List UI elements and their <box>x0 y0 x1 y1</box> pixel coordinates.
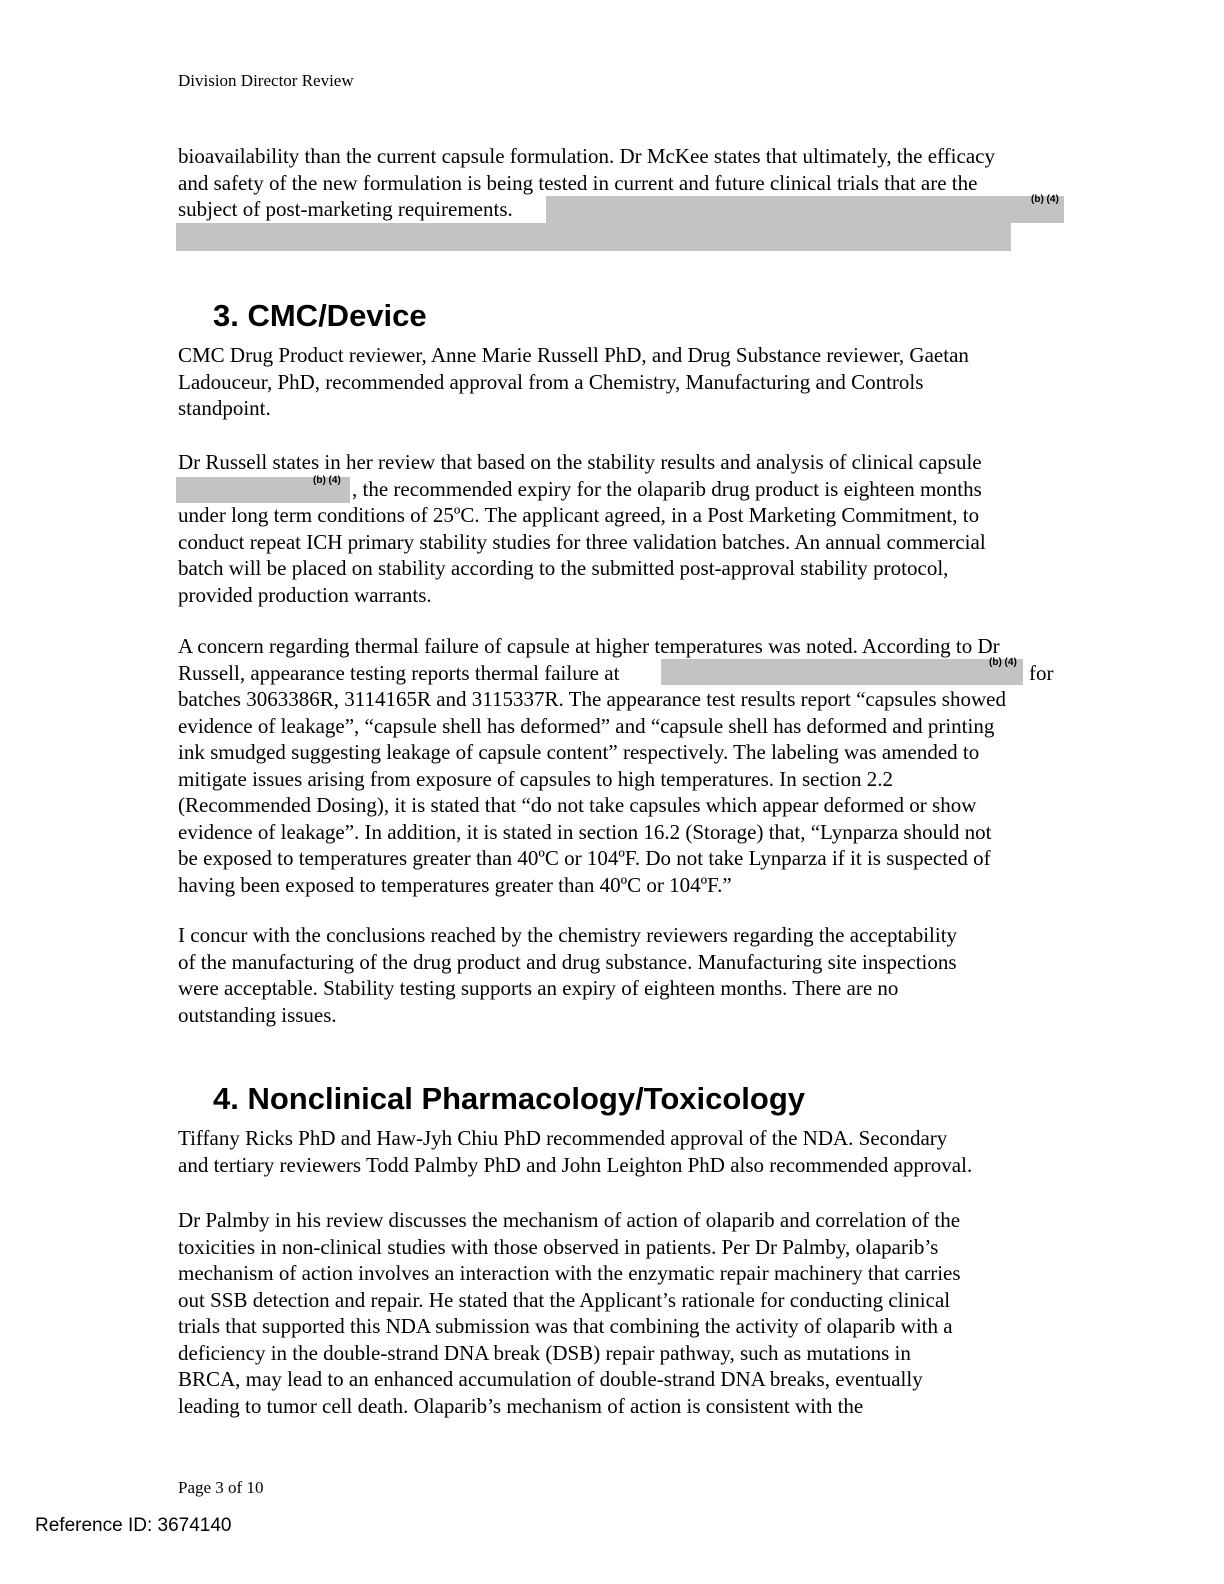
section-heading: 4. Nonclinical Pharmacology/Toxicology <box>213 1081 806 1116</box>
text-line: mechanism of action involves an interaction with the enzymatic repair machinery that carries <box>178 1261 961 1285</box>
text-line: (Recommended Dosing), it is stated that “do not take capsules which appear deformed or show <box>178 793 977 817</box>
text-line: out SSB detection and repair. He stated that the Applicant’s rationale for conducting clinical <box>178 1287 951 1312</box>
text-line: of the manufacturing of the drug product and drug substance. Manufacturing site inspections <box>178 949 957 974</box>
text-line: I concur with the conclusions reached by the chemistry reviewers regarding the acceptability <box>178 923 958 947</box>
text-line: evidence of leakage”. In addition, it is stated in section 16.2 (Storage) that, “Lynparza should not <box>178 819 992 844</box>
section3-paragraph-2 <box>178 449 986 608</box>
text-line: under long term conditions of 25ºC. The applicant agreed, in a Post Marketing Commitment, to <box>178 503 980 527</box>
text-line: be exposed to temperatures greater than 40ºC or 104ºF. Do not take Lynparza if it is suspected of <box>178 846 991 870</box>
text-line: BRCA, may lead to an enhanced accumulation of double-strand DNA breaks, eventually <box>178 1367 923 1391</box>
redaction-box <box>661 659 1023 685</box>
text-line: deficiency in the double-strand DNA break (DSB) repair pathway, such as mutations in <box>178 1340 911 1365</box>
text-line: Dr Palmby in his review discusses the mechanism of action of olaparib and correlation of the <box>178 1208 961 1232</box>
text-line: A concern regarding thermal failure of capsule at higher temperatures was noted. According to Dr <box>178 634 1000 658</box>
text-line: Tiffany Ricks PhD and Haw-Jyh Chiu PhD recommended approval of the NDA. Secondary <box>178 1126 948 1150</box>
text-line: outstanding issues. <box>178 1002 337 1027</box>
section4-paragraph-2 <box>178 1207 961 1419</box>
text-line: Ladouceur, PhD, recommended approval from a Chemistry, Manufacturing and Controls <box>178 369 924 394</box>
text-line: mitigate issues arising from exposure of capsules to high temperatures. In section 2.2 <box>178 766 893 791</box>
page-number: Page 3 of 10 <box>178 1478 264 1497</box>
text-line: provided production warrants. <box>178 582 432 607</box>
redaction-box <box>176 223 1011 251</box>
redaction-code: (b) (4) <box>1031 194 1059 205</box>
text-line: bioavailability than the current capsule formulation. Dr McKee states that ultimately, the efficacy <box>178 144 995 168</box>
text-line: , the recommended expiry for the olaparib drug product is eighteen months <box>352 476 982 501</box>
text-line: evidence of leakage”, “capsule shell has deformed” and “capsule shell has deformed and printing <box>178 713 995 738</box>
text-line: toxicities in non-clinical studies with those observed in patients. Per Dr Palmby, olaparib’s <box>178 1234 939 1259</box>
section3-paragraph-1 <box>178 342 969 422</box>
text-line: batch will be placed on stability according to the submitted post-approval stability protocol, <box>178 556 949 580</box>
text-line: were acceptable. Stability testing supports an expiry of eighteen months. There are no <box>178 976 899 1000</box>
section-heading: 3. CMC/Device <box>213 298 427 333</box>
reference-id: Reference ID: 3674140 <box>35 1515 232 1536</box>
text-line: Dr Russell states in her review that based on the stability results and analysis of clinical capsule <box>178 450 982 474</box>
text-line: standpoint. <box>178 396 271 420</box>
text-line: CMC Drug Product reviewer, Anne Marie Russell PhD, and Drug Substance reviewer, Gaetan <box>178 343 969 367</box>
text-line: and tertiary reviewers Todd Palmby PhD and John Leighton PhD also recommended approval. <box>178 1152 973 1177</box>
text-fragment: Russell, appearance testing reports thermal failure at <box>178 660 620 685</box>
text-line: ink smudged suggesting leakage of capsule content” respectively. The labeling was amended to <box>178 740 980 764</box>
text-line: leading to tumor cell death. Olaparib’s mechanism of action is consistent with the <box>178 1393 864 1418</box>
document-header: Division Director Review <box>178 71 354 90</box>
text-line: batches 3063386R, 3114165R and 3115337R. The appearance test results report “capsules showed <box>178 687 1006 711</box>
text-line: and safety of the new formulation is being tested in current and future clinical trials that are the <box>178 170 978 195</box>
text-fragment: for <box>1029 660 1054 685</box>
redaction-code: (b) (4) <box>313 475 341 486</box>
redaction-code: (b) (4) <box>989 657 1017 668</box>
text-line: having been exposed to temperatures greater than 40ºC or 104ºF.” <box>178 872 732 897</box>
section4-paragraph-1 <box>178 1125 972 1178</box>
text-line: subject of post-marketing requirements. <box>178 197 513 221</box>
section3-paragraph-4 <box>178 922 957 1028</box>
text-line: trials that supported this NDA submission was that combining the activity of olaparib with a <box>178 1314 953 1338</box>
text-line: conduct repeat ICH primary stability studies for three validation batches. An annual commercial <box>178 529 986 554</box>
redaction-box <box>546 196 1064 223</box>
